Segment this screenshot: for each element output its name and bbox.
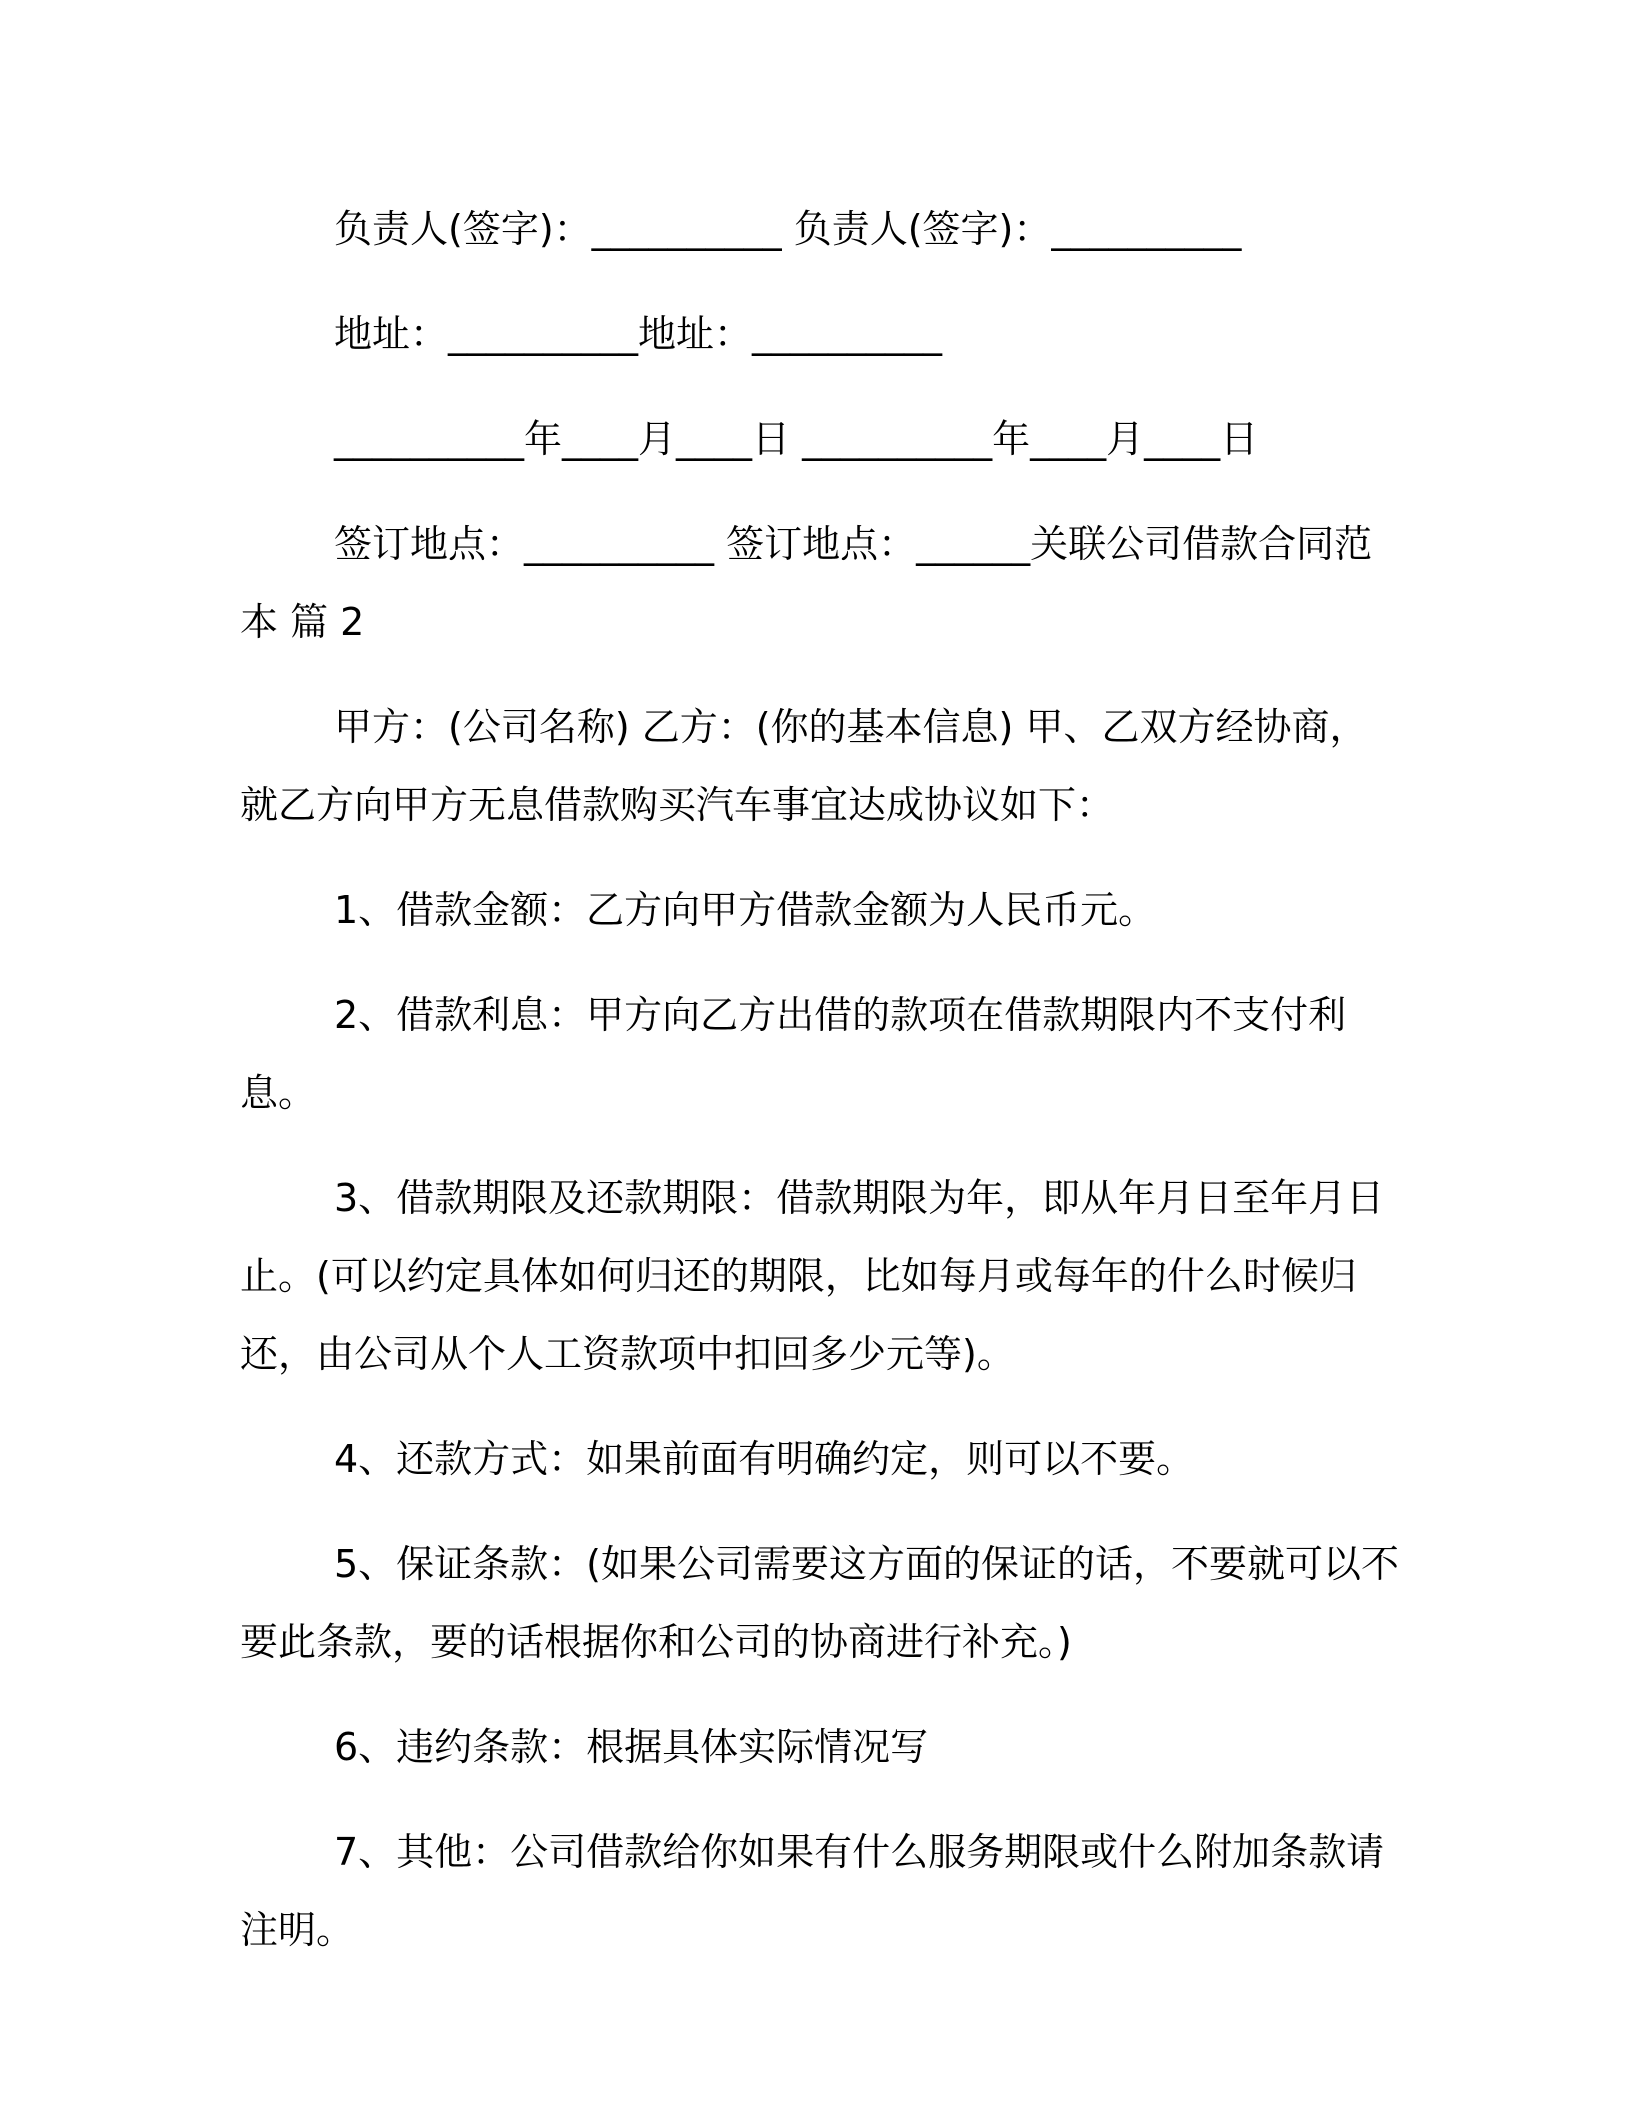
signature-line-date: __________年____月____日 __________年____月____日 (334, 417, 1259, 461)
intro-paragraph: 甲方：(公司名称) 乙方：(你的基本信息) 甲、乙双方经协商，就乙方向甲方无息借款购买汽车事宜达成协议如下： (240, 705, 1368, 827)
clause-5: 5、保证条款：(如果公司需要这方面的保证的话，不要就可以不要此条款，要的话根据你和公司的协商进行补充。) (240, 1542, 1400, 1664)
signature-line-address: 地址：__________地址：__________ (334, 312, 943, 356)
clause-2: 2、借款利息：甲方向乙方出借的款项在借款期限内不支付利息。 (240, 993, 1347, 1115)
signature-line-responsible: 负责人(签字)：__________ 负责人(签字)：__________ (334, 207, 1242, 251)
clause-3: 3、借款期限及还款期限：借款期限为年，即从年月日至年月日止。(可以约定具体如何归还的期限，比如每月或每年的什么时候归还，由公司从个人工资款项中扣回多少元等)。 (240, 1176, 1385, 1376)
signing-place-and-heading: 签订地点：__________ 签订地点：______关联公司借款合同范本 篇 2 (240, 522, 1373, 644)
clause-1: 1、借款金额：乙方向甲方借款金额为人民币元。 (334, 888, 1157, 932)
clause-7: 7、其他：公司借款给你如果有什么服务期限或什么附加条款请注明。 (240, 1830, 1385, 1952)
clause-4: 4、还款方式：如果前面有明确约定，则可以不要。 (334, 1437, 1195, 1481)
clause-6: 6、违约条款：根据具体实际情况写 (334, 1725, 929, 1769)
document-body (240, 190, 1400, 1996)
